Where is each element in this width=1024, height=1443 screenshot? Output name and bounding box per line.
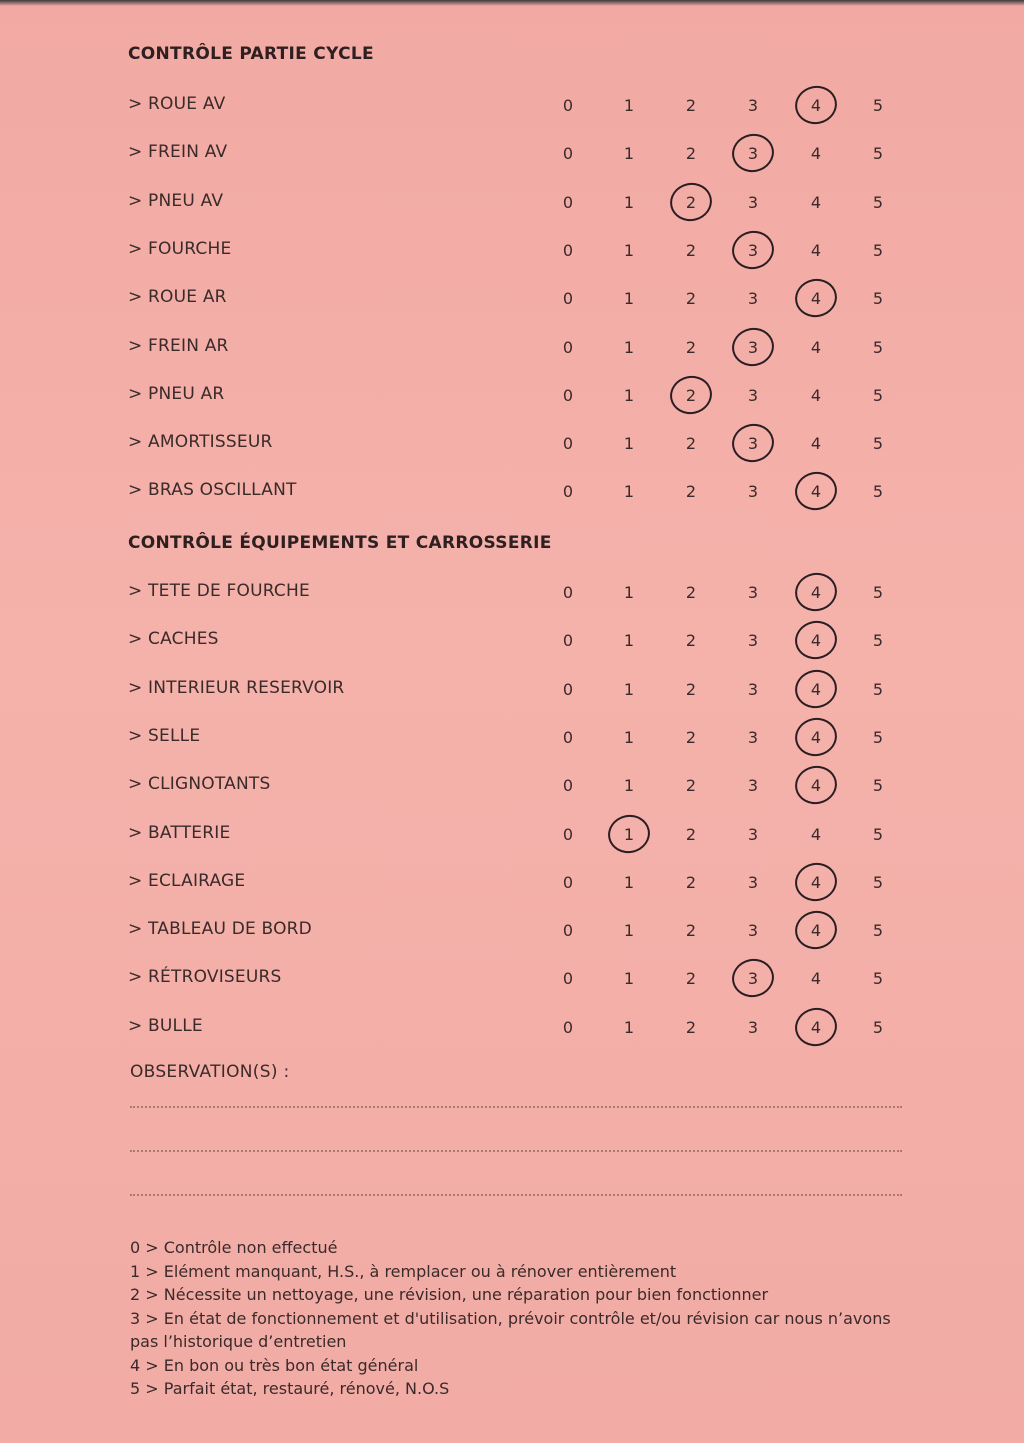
checklist-row-label: > RÉTROVISEURS [128,967,282,987]
rating-option-0[interactable]: 0 [562,144,574,163]
checklist-row-label: > PNEU AR [128,384,225,404]
rating-option-3[interactable]: 3 [747,969,759,988]
selected-rating-circle [667,179,716,225]
selected-rating-circle [792,762,841,808]
rating-option-4[interactable]: 4 [810,680,822,699]
rating-option-2[interactable]: 2 [685,969,697,988]
checklist-row [0,823,1024,853]
rating-option-2[interactable]: 2 [685,241,697,260]
rating-option-4[interactable]: 4 [810,193,822,212]
rating-option-3[interactable]: 3 [747,728,759,747]
rating-option-2[interactable]: 2 [685,921,697,940]
rating-option-5[interactable]: 5 [872,969,884,988]
rating-option-4[interactable]: 4 [810,482,822,501]
selected-rating-circle [729,130,778,176]
checklist-row-label: > ROUE AR [128,287,227,307]
checklist-row-label: > TETE DE FOURCHE [128,581,310,601]
rating-option-5[interactable]: 5 [872,728,884,747]
checklist-row-label: > FOURCHE [128,239,232,259]
rating-option-5[interactable]: 5 [872,583,884,602]
rating-option-4[interactable]: 4 [810,386,822,405]
rating-option-0[interactable]: 0 [562,193,574,212]
section-title: CONTRÔLE ÉQUIPEMENTS ET CARROSSERIE [128,533,552,553]
rating-option-0[interactable]: 0 [562,873,574,892]
rating-option-3[interactable]: 3 [747,680,759,699]
rating-option-0[interactable]: 0 [562,434,574,453]
rating-option-0[interactable]: 0 [562,96,574,115]
checklist-row-label: > PNEU AV [128,191,224,211]
rating-option-1[interactable]: 1 [623,386,635,405]
sheet-top-edge [0,0,1024,6]
checklist-row-label: > INTERIEUR RESERVOIR [128,678,345,698]
rating-option-5[interactable]: 5 [872,338,884,357]
rating-option-3[interactable]: 3 [747,193,759,212]
rating-option-4[interactable]: 4 [810,96,822,115]
rating-option-0[interactable]: 0 [562,776,574,795]
rating-option-4[interactable]: 4 [810,338,822,357]
rating-option-0[interactable]: 0 [562,583,574,602]
observation-line-1[interactable] [130,1106,902,1108]
selected-rating-circle [792,907,841,953]
rating-option-2[interactable]: 2 [685,728,697,747]
checklist-row-label: > BULLE [128,1016,203,1036]
rating-option-1[interactable]: 1 [623,921,635,940]
legend-item-3: 3 > En état de fonctionnement et d'utilisation, prévoir contrôle et/ou révision car nous n’avons pas l’historique d’entretien [130,1308,891,1351]
rating-option-1[interactable]: 1 [623,631,635,650]
rating-option-0[interactable]: 0 [562,1018,574,1037]
checklist-row-label: > FREIN AR [128,336,229,356]
checklist-row [0,239,1024,269]
rating-option-2[interactable]: 2 [685,96,697,115]
rating-option-1[interactable]: 1 [623,1018,635,1037]
rating-option-5[interactable]: 5 [872,680,884,699]
selected-rating-circle [729,420,778,466]
selected-rating-circle [792,666,841,712]
checklist-row [0,384,1024,414]
checklist-row [0,581,1024,611]
checklist-row-label: > ECLAIRAGE [128,871,246,891]
rating-option-2[interactable]: 2 [685,583,697,602]
legend-item-0: 0 > Contrôle non effectué [130,1238,338,1257]
rating-option-5[interactable]: 5 [872,193,884,212]
rating-option-1[interactable]: 1 [623,289,635,308]
rating-option-1[interactable]: 1 [623,144,635,163]
rating-option-3[interactable]: 3 [747,921,759,940]
checklist-row [0,871,1024,901]
checklist-row [0,142,1024,172]
rating-option-5[interactable]: 5 [872,873,884,892]
selected-rating-circle [729,324,778,370]
rating-option-5[interactable]: 5 [872,289,884,308]
rating-option-5[interactable]: 5 [872,144,884,163]
rating-option-1[interactable]: 1 [623,338,635,357]
rating-option-3[interactable]: 3 [747,482,759,501]
rating-option-2[interactable]: 2 [685,1018,697,1037]
checklist-row-label: > TABLEAU DE BORD [128,919,312,939]
rating-option-2[interactable]: 2 [685,434,697,453]
rating-option-4[interactable]: 4 [810,969,822,988]
rating-option-0[interactable]: 0 [562,482,574,501]
section-title: CONTRÔLE PARTIE CYCLE [128,44,374,64]
selected-rating-circle [792,1004,841,1050]
selected-rating-circle [792,859,841,905]
legend-item-1: 1 > Elément manquant, H.S., à remplacer ou à rénover entièrement [130,1261,677,1281]
rating-option-4[interactable]: 4 [810,631,822,650]
rating-option-3[interactable]: 3 [747,825,759,844]
rating-option-4[interactable]: 4 [810,921,822,940]
checklist-row-label: > ROUE AV [128,94,226,114]
selected-rating-circle [729,227,778,273]
rating-option-1[interactable]: 1 [623,680,635,699]
rating-option-2[interactable]: 2 [685,631,697,650]
rating-option-2[interactable]: 2 [685,873,697,892]
checklist-row-label: > FREIN AV [128,142,228,162]
rating-option-3[interactable]: 3 [747,338,759,357]
rating-option-0[interactable]: 0 [562,241,574,260]
checklist-row [0,1016,1024,1046]
rating-option-4[interactable]: 4 [810,1018,822,1037]
checklist-row-label: > BRAS OSCILLANT [128,480,297,500]
rating-option-2[interactable]: 2 [685,776,697,795]
rating-option-5[interactable]: 5 [872,776,884,795]
rating-option-0[interactable]: 0 [562,386,574,405]
rating-option-1[interactable]: 1 [623,873,635,892]
checklist-row-label: > CACHES [128,629,219,649]
rating-option-5[interactable]: 5 [872,96,884,115]
rating-option-2[interactable]: 2 [685,680,697,699]
checklist-row [0,919,1024,949]
rating-option-2[interactable]: 2 [685,144,697,163]
selected-rating-circle [792,569,841,615]
rating-option-0[interactable]: 0 [562,338,574,357]
rating-option-3[interactable]: 3 [747,96,759,115]
rating-option-0[interactable]: 0 [562,921,574,940]
selected-rating-circle [729,955,778,1001]
observation-line-3[interactable] [130,1194,902,1196]
rating-option-5[interactable]: 5 [872,386,884,405]
rating-option-1[interactable]: 1 [623,825,635,844]
rating-option-3[interactable]: 3 [747,631,759,650]
legend-item-5: 5 > Parfait état, restauré, rénové, N.O.S [130,1379,450,1398]
checklist-row [0,480,1024,510]
rating-option-5[interactable]: 5 [872,241,884,260]
checklist-row [0,629,1024,659]
rating-option-1[interactable]: 1 [623,241,635,260]
observations-label: OBSERVATION(S) : [130,1062,290,1082]
rating-option-4[interactable]: 4 [810,873,822,892]
rating-option-2[interactable]: 2 [685,386,697,405]
rating-option-4[interactable]: 4 [810,241,822,260]
checklist-row [0,191,1024,221]
rating-option-4[interactable]: 4 [810,583,822,602]
checklist-row [0,336,1024,366]
checklist-row [0,967,1024,997]
legend-item-4: 4 > En bon ou très bon état général [130,1355,419,1375]
selected-rating-circle [792,468,841,514]
checklist-row-label: > CLIGNOTANTS [128,774,271,794]
rating-option-0[interactable]: 0 [562,680,574,699]
rating-option-2[interactable]: 2 [685,482,697,501]
rating-option-4[interactable]: 4 [810,434,822,453]
rating-option-3[interactable]: 3 [747,873,759,892]
rating-option-1[interactable]: 1 [623,776,635,795]
selected-rating-circle [792,714,841,760]
rating-option-3[interactable]: 3 [747,434,759,453]
rating-option-3[interactable]: 3 [747,776,759,795]
rating-option-1[interactable]: 1 [623,583,635,602]
checklist-row-label: > SELLE [128,726,201,746]
rating-option-1[interactable]: 1 [623,434,635,453]
rating-option-3[interactable]: 3 [747,144,759,163]
rating-option-2[interactable]: 2 [685,289,697,308]
selected-rating-circle [605,811,654,857]
rating-option-5[interactable]: 5 [872,631,884,650]
rating-option-4[interactable]: 4 [810,144,822,163]
checklist-row [0,94,1024,124]
checklist-row [0,287,1024,317]
selected-rating-circle [792,617,841,663]
legend-item-2: 2 > Nécessite un nettoyage, une révision, une réparation pour bien fonctionner [130,1285,769,1304]
observation-line-2[interactable] [130,1150,902,1152]
rating-option-1[interactable]: 1 [623,482,635,501]
rating-option-0[interactable]: 0 [562,825,574,844]
rating-option-3[interactable]: 3 [747,289,759,308]
checklist-row-label: > BATTERIE [128,823,231,843]
rating-option-5[interactable]: 5 [872,482,884,501]
checklist-row-label: > AMORTISSEUR [128,432,273,452]
rating-option-4[interactable]: 4 [810,825,822,844]
selected-rating-circle [667,372,716,418]
rating-option-0[interactable]: 0 [562,728,574,747]
rating-option-5[interactable]: 5 [872,434,884,453]
rating-option-0[interactable]: 0 [562,969,574,988]
rating-option-2[interactable]: 2 [685,825,697,844]
checklist-row [0,432,1024,462]
rating-option-5[interactable]: 5 [872,1018,884,1037]
rating-option-2[interactable]: 2 [685,338,697,357]
rating-option-1[interactable]: 1 [623,728,635,747]
rating-option-5[interactable]: 5 [872,825,884,844]
rating-option-0[interactable]: 0 [562,289,574,308]
checklist-row [0,726,1024,756]
rating-option-2[interactable]: 2 [685,193,697,212]
selected-rating-circle [792,275,841,321]
rating-option-3[interactable]: 3 [747,241,759,260]
rating-option-5[interactable]: 5 [872,921,884,940]
rating-option-3[interactable]: 3 [747,386,759,405]
rating-option-1[interactable]: 1 [623,193,635,212]
rating-option-1[interactable]: 1 [623,969,635,988]
rating-option-1[interactable]: 1 [623,96,635,115]
checklist-row [0,678,1024,708]
rating-option-3[interactable]: 3 [747,1018,759,1037]
checklist-row [0,774,1024,804]
rating-option-3[interactable]: 3 [747,583,759,602]
rating-legend [130,1236,920,1401]
rating-option-4[interactable]: 4 [810,728,822,747]
rating-option-4[interactable]: 4 [810,289,822,308]
selected-rating-circle [792,82,841,128]
rating-option-4[interactable]: 4 [810,776,822,795]
rating-option-0[interactable]: 0 [562,631,574,650]
